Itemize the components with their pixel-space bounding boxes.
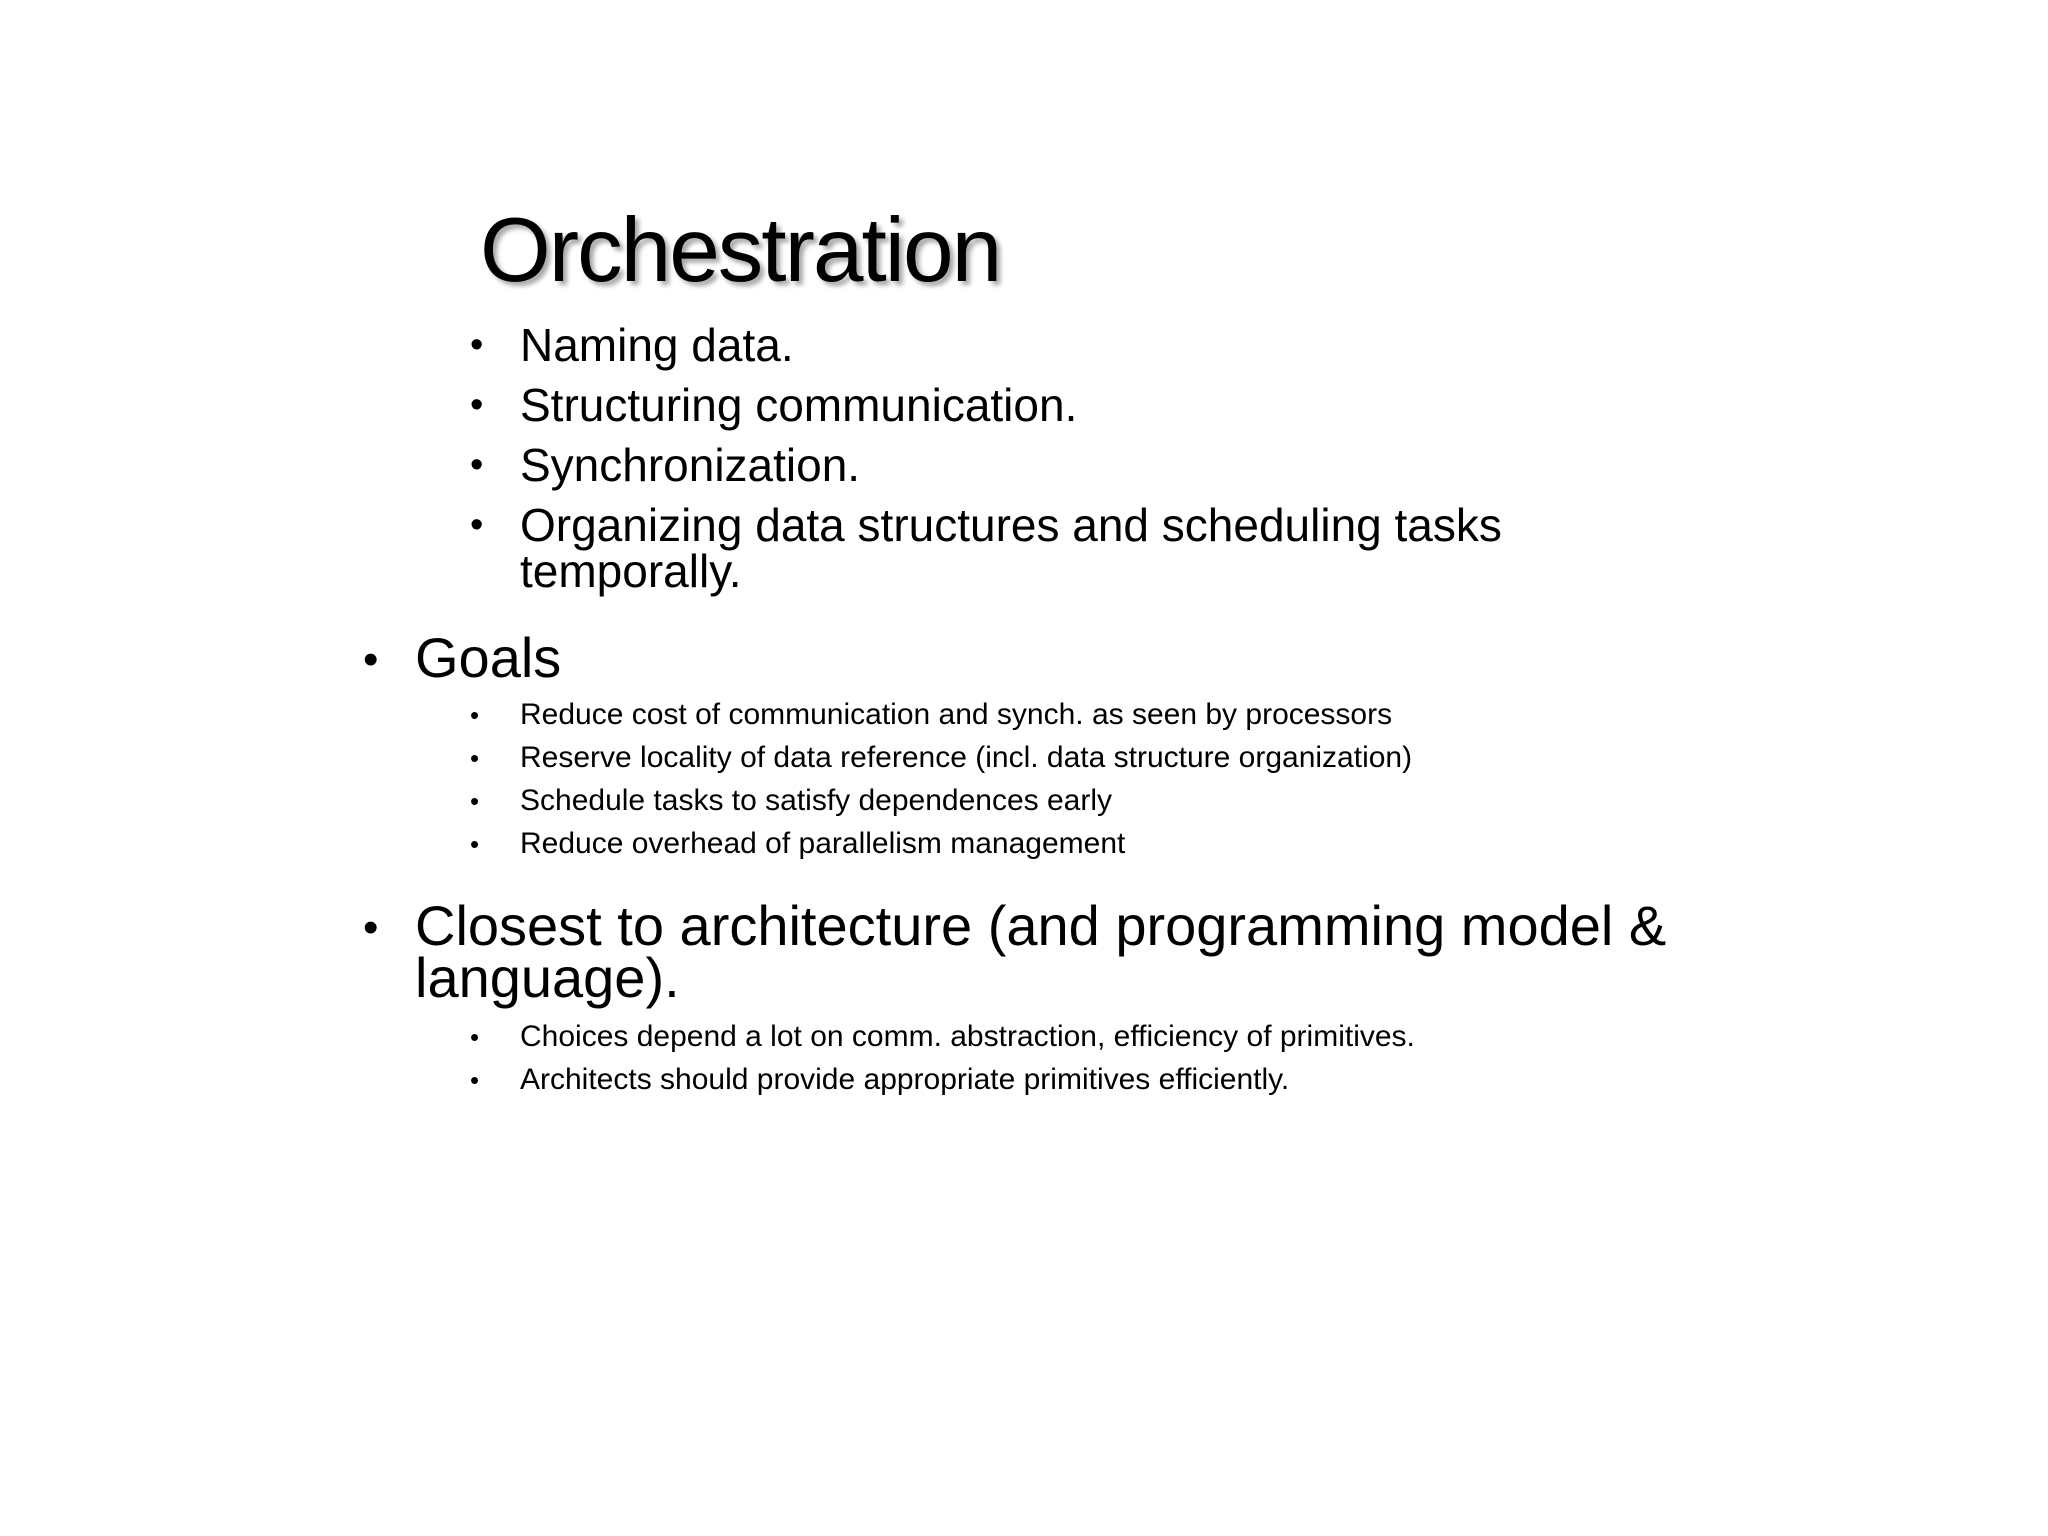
- list-item: [470, 319, 794, 371]
- closest-item-text: Architects should provide appropriate primitives efficiently.: [520, 1063, 1290, 1096]
- list-item-continuation: [520, 545, 742, 597]
- bullet-icon: •: [470, 1065, 480, 1095]
- closest-heading-continuation: [415, 946, 680, 1009]
- bullet-icon: •: [470, 700, 480, 730]
- bullet-icon: •: [470, 743, 480, 773]
- bullet-icon: •: [470, 384, 484, 426]
- list-item-text: temporally.: [520, 545, 742, 597]
- goal-item: [470, 827, 1126, 861]
- bullet-icon: •: [470, 504, 484, 546]
- goal-item-text: Reduce cost of communication and synch. as seen by processors: [520, 698, 1393, 731]
- goals-heading-text: Goals: [415, 626, 562, 689]
- list-item-text: Synchronization.: [520, 439, 861, 491]
- closest-heading-text: language).: [415, 946, 680, 1009]
- goal-item-text: Reduce overhead of parallelism management: [520, 827, 1126, 860]
- closest-item-text: Choices depend a lot on comm. abstraction, efficiency of primitives.: [520, 1020, 1415, 1053]
- goals-heading: [363, 626, 562, 689]
- bullet-icon: •: [363, 635, 379, 684]
- bullet-icon: •: [470, 444, 484, 486]
- bullet-icon: •: [363, 903, 379, 952]
- list-item: [470, 499, 1502, 551]
- bullet-icon: •: [470, 829, 480, 859]
- bullet-icon: •: [470, 324, 484, 366]
- list-item-text: Naming data.: [520, 319, 794, 371]
- list-item: [470, 379, 1078, 431]
- list-item: [470, 439, 861, 491]
- closest-item: [470, 1020, 1415, 1054]
- goal-item-text: Schedule tasks to satisfy dependences early: [520, 784, 1113, 817]
- list-item-text: Structuring communication.: [520, 379, 1078, 431]
- closest-heading: [363, 894, 1667, 957]
- closest-heading-text: Closest to architecture (and programming model &: [415, 894, 1667, 957]
- goal-item-text: Reserve locality of data reference (incl. data structure organization): [520, 741, 1413, 774]
- list-item-text: Organizing data structures and scheduling tasks: [520, 499, 1502, 551]
- slide-title: Orchestration: [480, 200, 1001, 301]
- goal-item: [470, 741, 1413, 775]
- goal-item: [470, 784, 1113, 818]
- bullet-icon: •: [470, 1022, 480, 1052]
- closest-item: [470, 1063, 1290, 1097]
- goal-item: [470, 698, 1393, 732]
- bullet-icon: •: [470, 786, 480, 816]
